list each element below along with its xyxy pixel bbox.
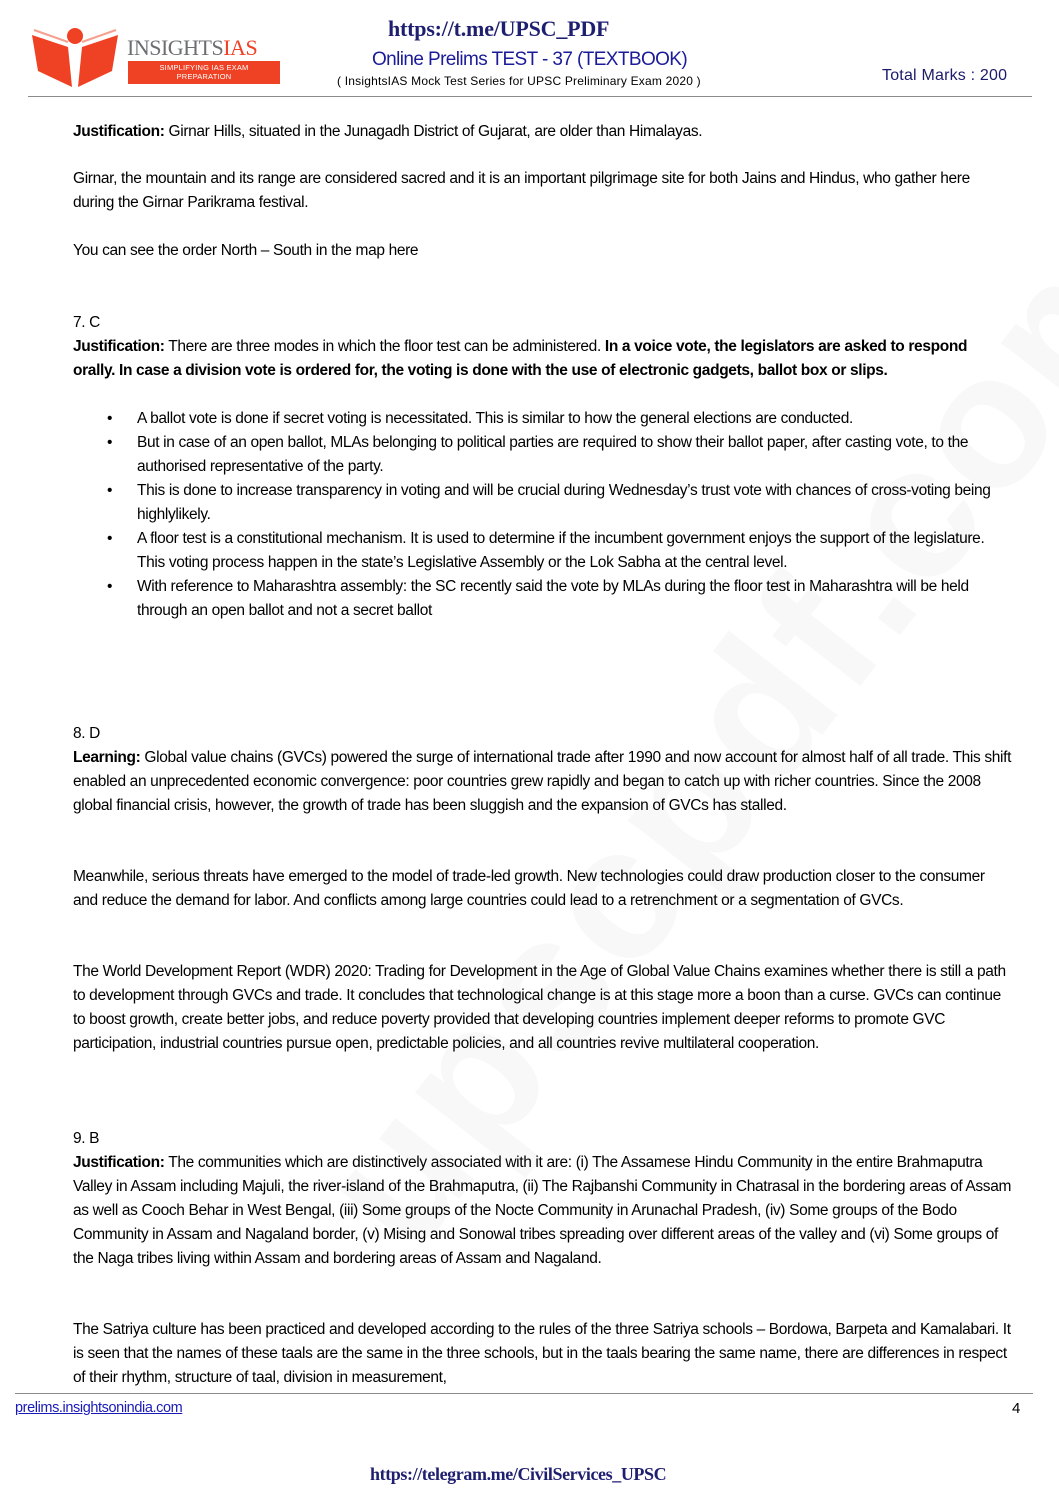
test-subtitle: ( InsightsIAS Mock Test Series for UPSC Preliminary Exam 2020 ) — [337, 74, 701, 88]
total-marks: Total Marks : 200 — [882, 67, 1008, 84]
open-book-person-icon — [30, 25, 120, 93]
q8-learning: Learning: Global value chains (GVCs) powered the surge of international trade after 1990 and now account for almost half of all trade. This shift enabled an unprecedented economic convergence: poor countries grew rapidly and began to catch up with richer countries. Since the 2008 global financial crisis, however, the growth of trade has been sluggish and the expansion of GVCs has stalled. — [73, 749, 1012, 814]
header-divider — [28, 96, 1032, 97]
bullet-icon: • — [107, 410, 113, 427]
list-item: • With reference to Maharashtra assembly: the SC recently said the vote by MLAs during the floor test in Maharashtra will be held through an open ballot and not a secret ballot — [73, 575, 1013, 623]
q6-paragraph: Girnar, the mountain and its range are considered sacred and it is an important pilgrimage site for both Jains and Hindus, who gather here during the Girnar Parikrama festival. — [73, 170, 970, 211]
bullet-icon: • — [107, 530, 113, 547]
insightsias-logo — [30, 25, 260, 93]
q8-answer: 8. D — [73, 725, 101, 742]
test-title: Online Prelims TEST - 37 (TEXTBOOK) — [372, 49, 688, 70]
footer-site-link[interactable]: prelims.insightsonindia.com — [15, 1400, 183, 1416]
logo-tagline: SIMPLIFYING IAS EXAM PREPARATION — [128, 61, 280, 84]
bullet-icon: • — [107, 482, 113, 499]
bullet-icon: • — [107, 578, 113, 595]
footer-telegram-link[interactable]: https://telegram.me/CivilServices_UPSC — [370, 1464, 667, 1484]
q9-answer: 9. B — [73, 1130, 100, 1147]
q9-justification: Justification: The communities which are distinctively associated with it are: (i) The Assamese Hindu Community in the entire Brahmaputra Valley in Assam including Majuli, the river-island of the Brahmaputra, (ii) The Rajbanshi Community in Chatrasal in the bordering areas of Assam as well as Cooch Behar in West Bengal, (iii) Some groups of the Nocte Community in Arunachal Pradesh, (iv) Some groups of the Bodo Community in Assam and Nagaland border, (v) Mising and Sonowal tribes spreading over different areas of the valley and (vi) Some groups of the Naga tribes living within Assam and bordering areas of Assam and Nagaland. — [73, 1154, 1012, 1267]
footer-divider — [15, 1393, 1033, 1394]
q7-answer: 7. C — [73, 314, 101, 331]
bullet-icon: • — [107, 434, 113, 451]
list-item: • A ballot vote is done if secret voting is necessitated. This is similar to how the general elections are conducted. — [73, 407, 1013, 431]
q8-paragraph-2: Meanwhile, serious threats have emerged to the model of trade-led growth. New technologies could draw production closer to the consumer and reduce the demand for labor. And conflicts among large countries could lead to a retrenchment or a segmentation of GVCs. — [73, 868, 985, 909]
q6-justification: Justification: Girnar Hills, situated in the Junagadh District of Gujarat, are older than Himalayas. — [73, 123, 703, 140]
q9-paragraph-2: The Satriya culture has been practiced and developed according to the rules of the three Satriya schools – Bordowa, Barpeta and Kamalabari. It is seen that the names of these taals are the same in the three schools, but in the taals bearing the same name, there are differences in respect of their rhythm, structure of taal, division in measurement, — [73, 1321, 1011, 1386]
q8-paragraph-3: The World Development Report (WDR) 2020: Trading for Development in the Age of Global Value Chains examines whether there is still a path to development through GVCs and trade. It concludes that technological change is at this stage more a boon than a curse. GVCs can continue to boost growth, create better jobs, and reduce poverty provided that developing countries implement deeper reforms to promote GVC participation, industrial countries pursue open, predictable policies, and all countries revive multilateral cooperation. — [73, 963, 1006, 1052]
q6-map-note: You can see the order North – South in the map here — [73, 242, 419, 259]
page-number: 4 — [1012, 1400, 1021, 1417]
header-telegram-link[interactable]: https://t.me/UPSC_PDF — [388, 16, 610, 41]
q7-bullet-list — [73, 407, 1013, 623]
logo-wordmark: INSIGHTSIAS — [127, 35, 258, 60]
list-item: • This is done to increase transparency in voting and will be crucial during Wednesday’s trust vote with chances of cross-voting being highlylikely. — [73, 479, 1013, 527]
list-item: • But in case of an open ballot, MLAs belonging to political parties are required to show their ballot paper, after casting vote, to the authorised representative of the party. — [73, 431, 1013, 479]
q7-justification: Justification: There are three modes in which the floor test can be administered. In a voice vote, the legislators are asked to respond orally. In case a division vote is ordered for, the voting is done with the use of electronic gadgets, ballot box or slips. — [73, 338, 968, 379]
list-item: • A floor test is a constitutional mechanism. It is used to determine if the incumbent government enjoys the support of the legislature. This voting process happen in the state’s Legislative Assembly or the Lok Sabha at the central level. — [73, 527, 1013, 575]
